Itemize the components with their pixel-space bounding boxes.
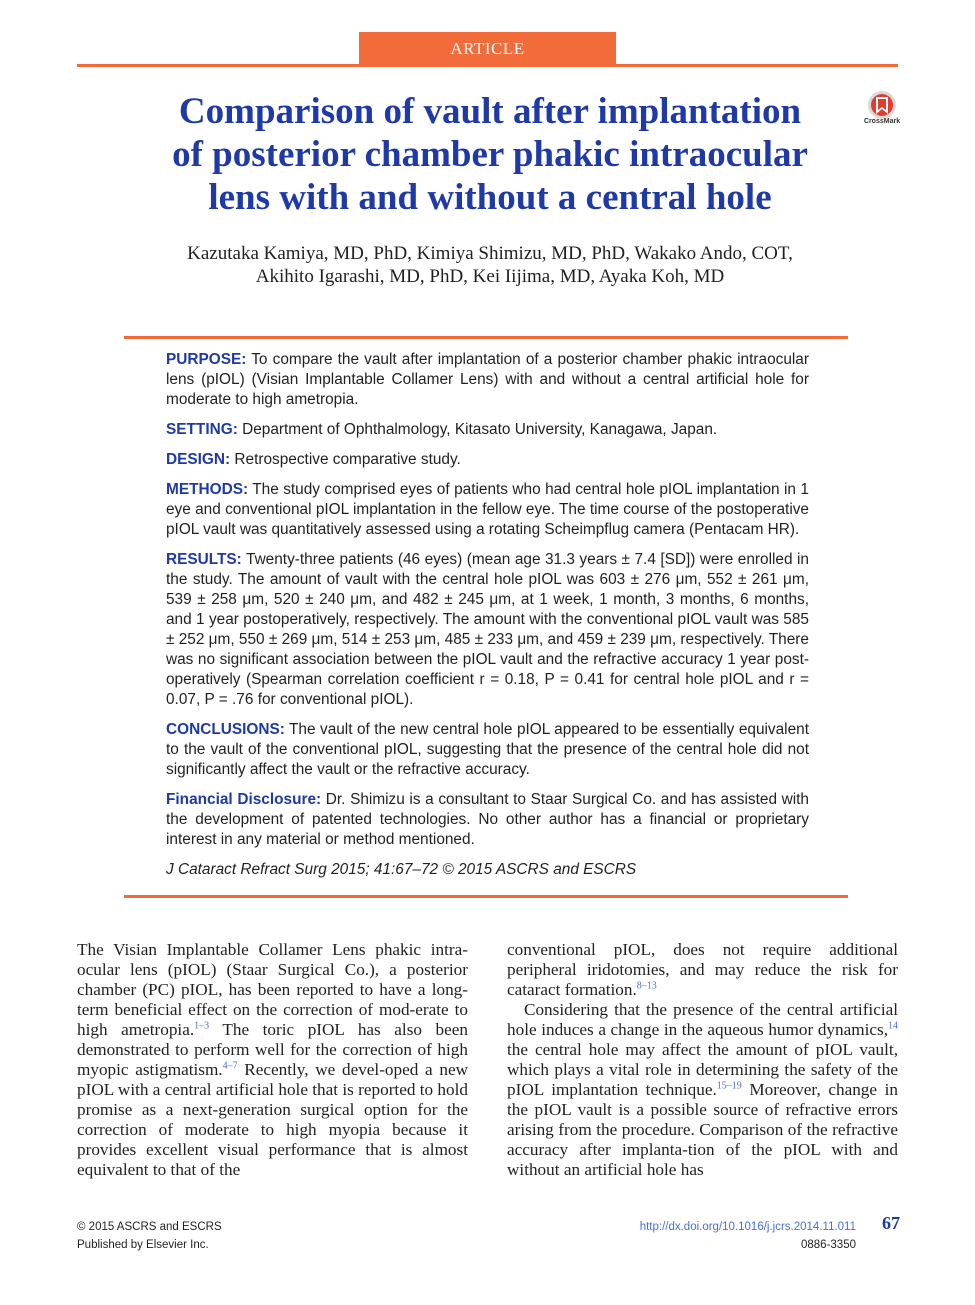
title-line-2: of posterior chamber phakic intraocular xyxy=(172,134,808,175)
reference-link[interactable]: 8–13 xyxy=(636,980,657,992)
reference-link[interactable]: 15–19 xyxy=(716,1080,742,1092)
disclosure-label: Financial Disclosure: xyxy=(166,791,322,808)
body-paragraph xyxy=(77,940,468,1180)
body-text: the central hole may affect the amount of pIOL vault, which plays a vital role in determining the safety of the pIOL implantation technique. xyxy=(507,1040,898,1099)
footer-copyright: © 2015 ASCRS and ESCRS xyxy=(77,1221,222,1233)
issn: 0886-3350 xyxy=(801,1239,856,1251)
reference-link[interactable]: 1–3 xyxy=(194,1020,210,1032)
conclusions-label: CONCLUSIONS: xyxy=(166,721,285,738)
author-list xyxy=(120,242,860,288)
authors-line-1: Kazutaka Kamiya, MD, PhD, Kimiya Shimizu, MD, PhD, Wakako Ando, COT, xyxy=(187,243,793,264)
abstract-conclusions xyxy=(166,720,809,780)
body-text: Recently, we devel-oped a new pIOL with a central artificial hole that is reported to hold promise as a next-generation surgical option for the correction of moderate to high myopia because it provides excellent visual performance that is almost equivalent to that of the xyxy=(77,1060,468,1179)
footer-left xyxy=(77,1218,222,1254)
body-text: Moreover, change in the pIOL vault is a possible source of refractive errors arising from the procedure. Comparison of the refractive accuracy after implanta-tion of the pIOL with and without an artificial hole has xyxy=(507,1080,898,1179)
crossmark-label: CrossMark xyxy=(863,118,901,125)
design-label: DESIGN: xyxy=(166,451,231,468)
body-text: Considering that the presence of the central artificial hole induces a change in the aqueous humor dynamics, xyxy=(507,1000,898,1039)
journal-citation: J Cataract Refract Surg 2015; 41:67–72 © 2015 ASCRS and ESCRS xyxy=(166,861,637,878)
authors-line-2: Akihito Igarashi, MD, PhD, Kei Iijima, MD, Ayaka Koh, MD xyxy=(255,266,725,287)
abstract-bottom-rule xyxy=(124,895,848,898)
setting-text: Department of Ophthalmology, Kitasato University, Kanagawa, Japan. xyxy=(237,421,718,438)
page-number: 67 xyxy=(882,1213,900,1233)
purpose-label: PURPOSE: xyxy=(166,351,247,368)
body-column-left xyxy=(77,940,468,1180)
footer-publisher: Published by Elsevier Inc. xyxy=(77,1239,209,1251)
abstract-purpose xyxy=(166,350,809,410)
abstract-methods xyxy=(166,480,809,540)
body-text: The Visian Implantable Collamer Lens phakic intra-ocular lens (pIOL) (Staar Surgical Co.), a posterior chamber (PC) pIOL, has been reported to have a long-term beneficial effect on the correction of mod-erate to high ametropia. xyxy=(77,940,468,1039)
body-column-right xyxy=(507,940,898,1180)
methods-label: METHODS: xyxy=(166,481,249,498)
body-paragraph xyxy=(507,940,898,1000)
abstract xyxy=(166,350,809,890)
doi-link[interactable]: http://dx.doi.org/10.1016/j.jcrs.2014.11.011 xyxy=(639,1221,856,1233)
reference-link[interactable]: 4–7 xyxy=(222,1060,238,1072)
header-rule xyxy=(77,64,898,67)
article-title xyxy=(120,90,860,219)
title-line-1: Comparison of vault after implantation xyxy=(178,91,802,132)
results-label: RESULTS: xyxy=(166,551,242,568)
design-text: Retrospective comparative study. xyxy=(230,451,461,468)
article-type-tab: ARTICLE xyxy=(359,32,616,66)
abstract-top-rule xyxy=(124,336,848,339)
methods-text: The study comprised eyes of patients who had central hole pIOL implantation in 1 eye and conventional pIOL implantation in the fellow eye. The time course of the postoperative pIOL vault was quantitatively assessed using a rotating Scheimpflug camera (Pentacam HR). xyxy=(166,481,809,538)
disclosure-text: Dr. Shimizu is a consultant to Staar Surgical Co. and has assisted with the development of patented technologies. No other author has a financial or proprietary interest in any material or method mentioned. xyxy=(166,791,809,848)
abstract-disclosure xyxy=(166,790,809,850)
body-paragraph xyxy=(507,1000,898,1180)
conclusions-text: The vault of the new central hole pIOL appeared to be essentially equivalent to the vault of the conventional pIOL, suggesting that the presence of the central hole did not significantly affect the vault or the refractive accuracy. xyxy=(166,721,809,778)
setting-label: SETTING: xyxy=(166,421,238,438)
title-line-3: lens with and without a central hole xyxy=(208,177,772,218)
reference-link[interactable]: 14 xyxy=(888,1020,898,1032)
abstract-results xyxy=(166,550,809,710)
purpose-text: To compare the vault after implantation of a posterior chamber phakic intraocular lens (pIOL) (Visian Implantable Collamer Lens) with and without a central artificial hole for moderate to high ametropia. xyxy=(166,351,809,408)
body-text: conventional pIOL, does not require additional peripheral iridotomies, and may reduce the risk for cataract formation. xyxy=(507,940,898,999)
body-text: The toric pIOL has also been demonstrated to perform well for the correction of high myopic astigmatism. xyxy=(77,1020,468,1079)
abstract-setting xyxy=(166,420,809,440)
results-text: Twenty-three patients (46 eyes) (mean age 31.3 years ± 7.4 [SD]) were enrolled in the study. The amount of vault with the central hole pIOL was 603 ± 276 μm, 552 ± 261 μm, 539 ± 258 μm, 520 ± 240 μm, and 482 ± 245 μm, at 1 week, 1 month, 3 months, 6 months, and 1 year postoperatively, respectively. The amount with the conventional pIOL vault was 585 ± 252 μm, 550 ± 269 μm, 514 ± 253 μm, 485 ± 233 μm, and 459 ± 239 μm, respectively. There was no significant association between the pIOL vault and the refractive accuracy 1 year post-operatively (Spearman correlation coefficient r = 0.18, P = 0.41 for central hole pIOL and r = 0.07, P = .76 for conventional pIOL). xyxy=(166,551,809,708)
abstract-design xyxy=(166,450,809,470)
